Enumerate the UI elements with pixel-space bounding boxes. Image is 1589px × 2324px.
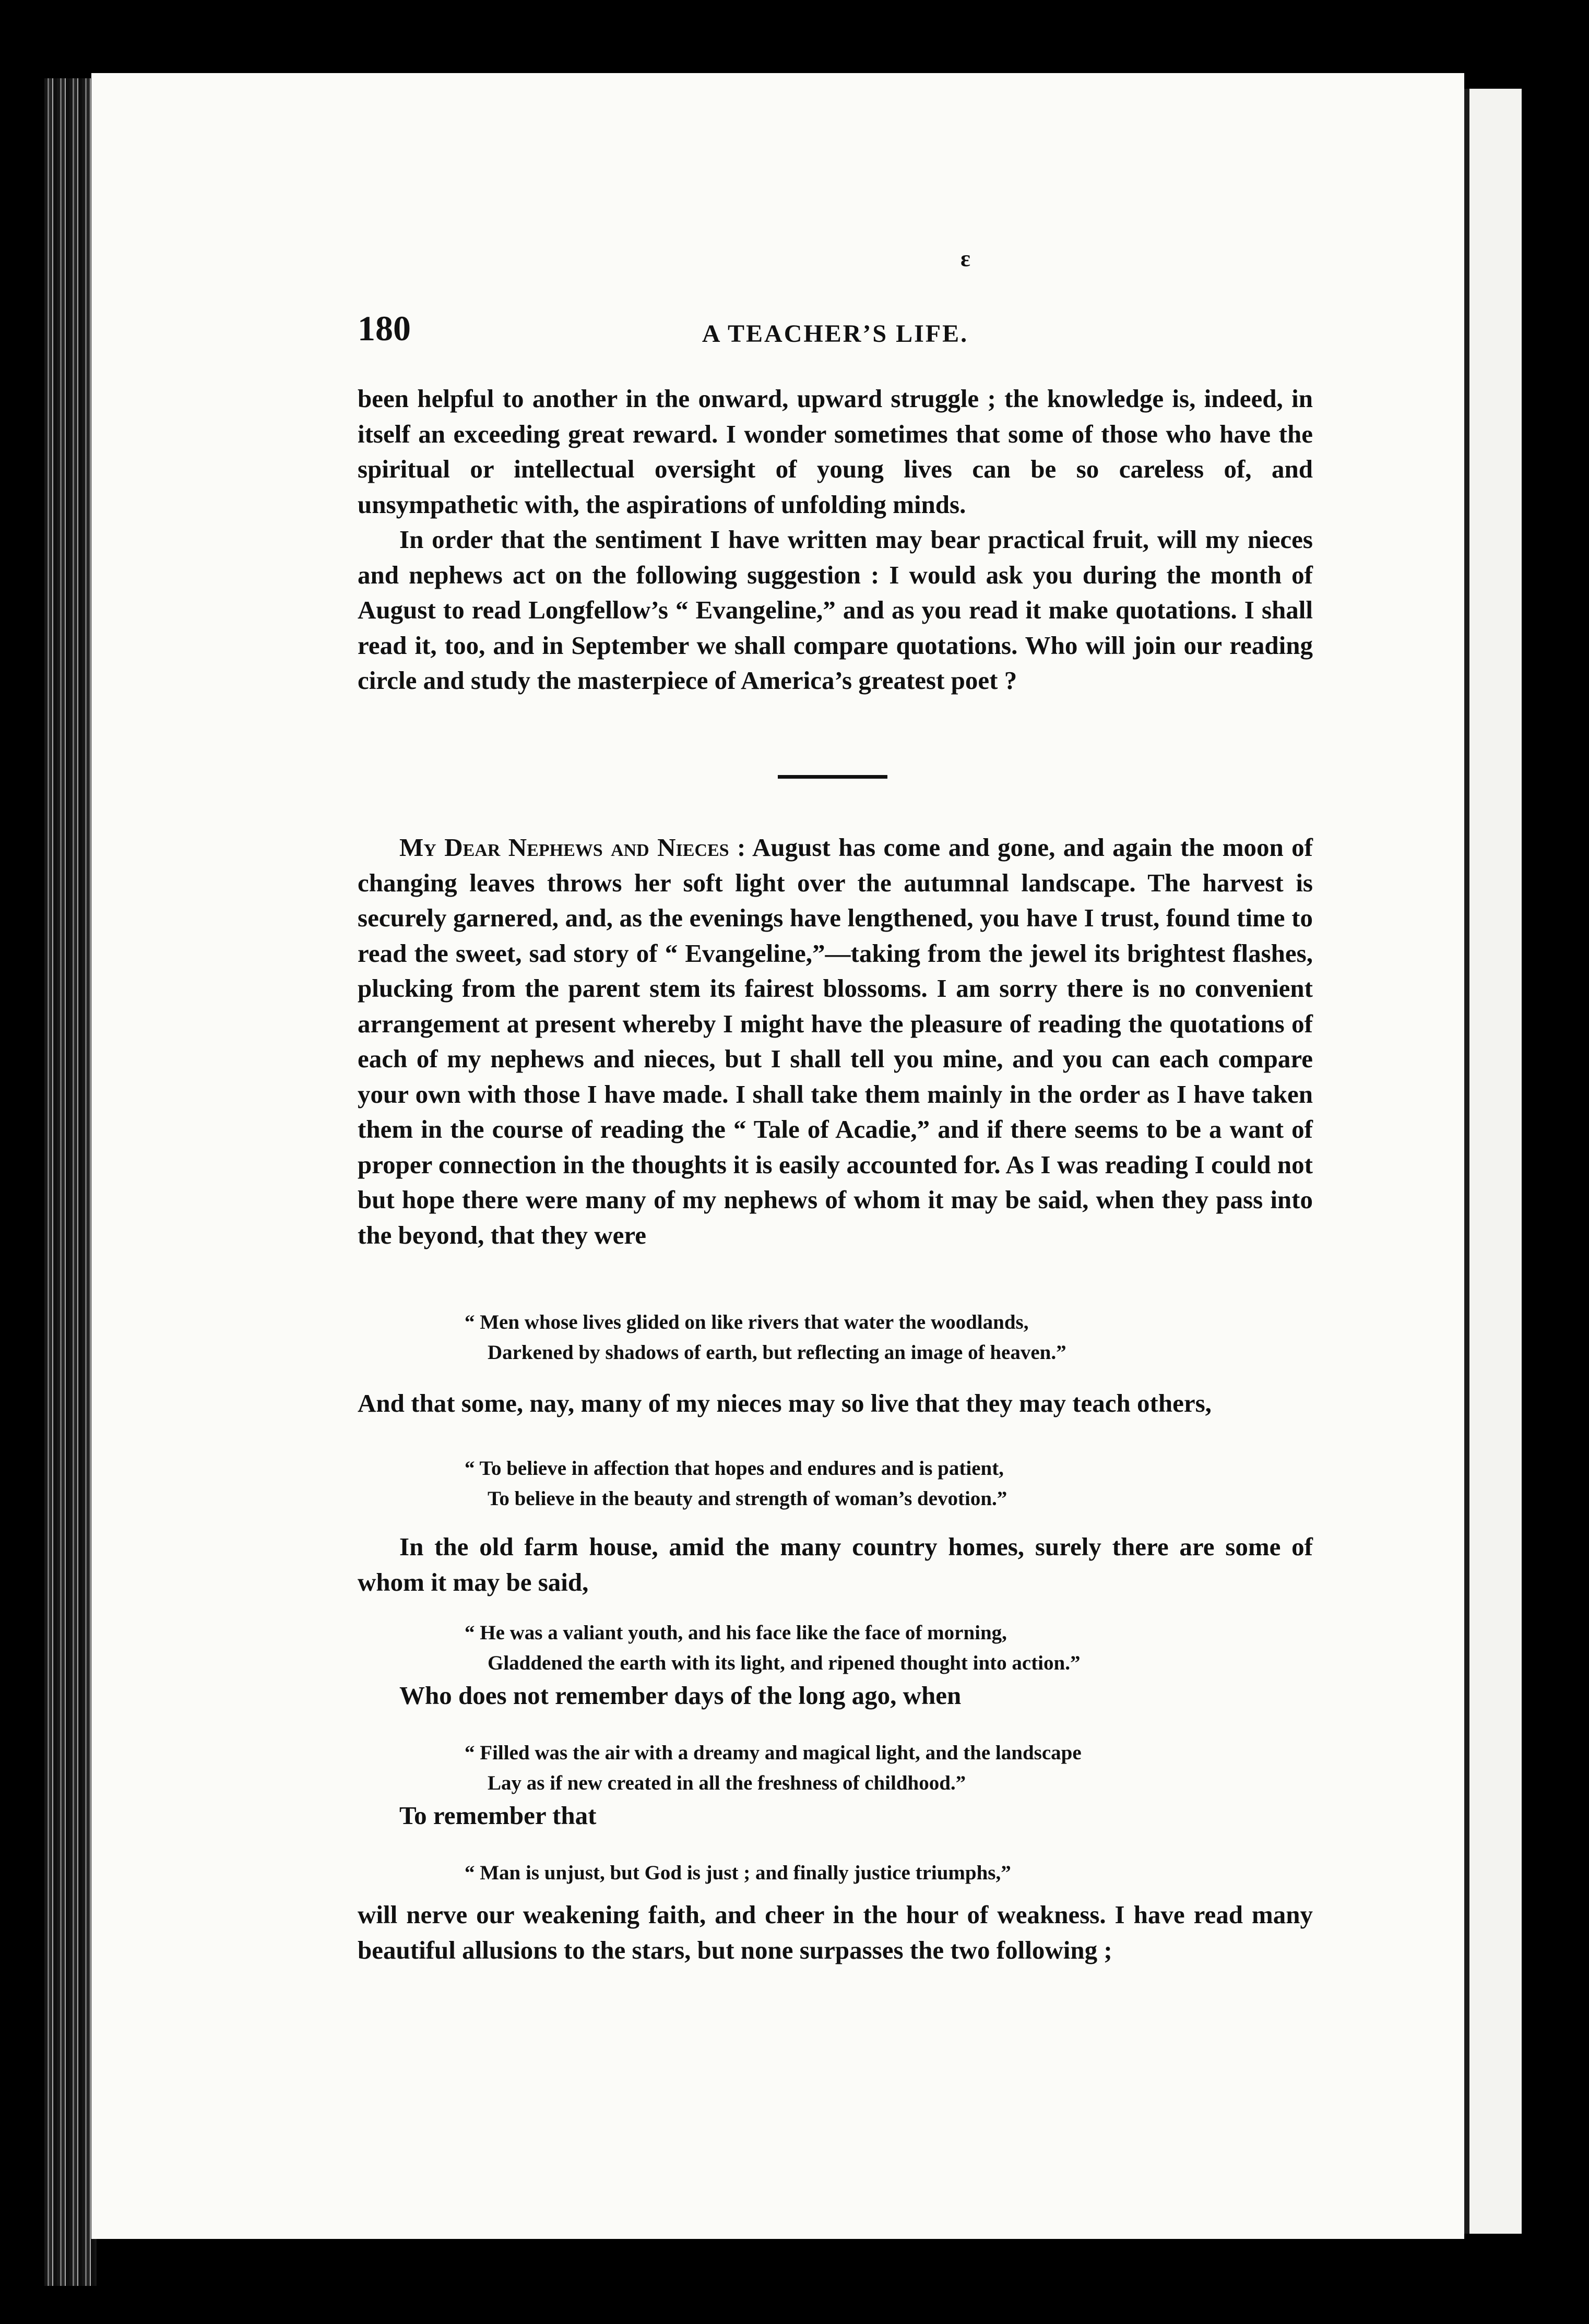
- body-text: [358, 1678, 1313, 1713]
- body-text: [358, 1386, 1313, 1421]
- paragraph-closing: will nerve our weakening faith, and cheer in the hour of weakness. I have read many beautiful allusions to the stars, but none surpasses the two following ;: [358, 1900, 1313, 1964]
- paragraph: And that some, nay, many of my nieces may so live that they may teach others,: [358, 1389, 1212, 1417]
- book-binding-edge: [44, 78, 97, 2286]
- letter-salutation: My Dear Nephews and Nieces :: [399, 833, 746, 862]
- quotation-line: Gladdened the earth with its light, and ripened thought into action.”: [488, 1652, 1081, 1674]
- quotation-line: “ He was a valiant youth, and his face like the face of morning,: [465, 1622, 1007, 1644]
- page-number: 180: [358, 308, 411, 348]
- quotation-block: [465, 1738, 1248, 1798]
- quotation-line: To believe in the beauty and strength of woman’s devotion.”: [488, 1487, 1007, 1510]
- page-header: [358, 308, 1313, 350]
- quotation-block: [465, 1453, 1248, 1514]
- quotation-block: [465, 1858, 1248, 1888]
- letter-body: August has come and gone, and again the moon of changing leaves throws her soft light over the autumnal landscape. The harvest is securely garnered, and, as the evenings have lengthened, you have I trust, found time to read the sweet, sad story of “ Evangeline,”—taking from the jewel its brightest flashes, plucking from the parent stem its fairest blossoms. I am sorry there is no convenient arrangement at present whereby I might have the pleasure of reading the quotations of each of my nephews and nieces, but I shall tell you mine, and you can each compare your own with those I have made. I shall take them mainly in the order as I have taken them in the course of reading the “ Tale of Acadie,” and if there seems to be a want of proper connection in the thoughts it is easily accounted for. As I was reading I could not but hope there were many of my nephews of whom it may be said, when they pass into the beyond, that they were: [358, 833, 1313, 1249]
- body-text: [358, 1798, 1313, 1833]
- body-text-top: [358, 381, 1313, 698]
- paragraph-suggestion: In order that the sentiment I have written may bear practical fruit, will my nieces and nephews act on the following suggestion : I would ask you during the month of August to read Longfellow’s “ Evangeline,” and as you read it make quotations. I shall read it, too, and in September we shall compare quotations. Who will join our reading circle and study the masterpiece of America’s greatest poet ?: [358, 525, 1313, 695]
- paragraph: In the old farm house, amid the many country homes, surely there are some of whom it may be said,: [358, 1532, 1313, 1596]
- running-head: A TEACHER’S LIFE.: [702, 320, 969, 348]
- body-text: [358, 1529, 1313, 1600]
- quotation-block: [465, 1618, 1248, 1678]
- top-mark: ɛ: [960, 246, 970, 271]
- paragraph-continued: been helpful to another in the onward, upward struggle ; the knowledge is, indeed, in itself an exceeding great reward. I wonder sometimes that some of those who have the spiritual or intellectual oversight of young lives can be so careless of, and unsympathetic with, the aspirations of unfolding minds.: [358, 384, 1313, 519]
- letter-text: [358, 830, 1313, 1253]
- body-text-bottom: [358, 1897, 1313, 1968]
- quotation-line: “ Filled was the air with a dreamy and magical light, and the landscape: [465, 1742, 1082, 1764]
- quotation-line: “ To believe in affection that hopes and endures and is patient,: [465, 1457, 1004, 1480]
- quotation-block: [465, 1307, 1248, 1368]
- paragraph: To remember that: [399, 1801, 597, 1830]
- quotation-line: Lay as if new created in all the freshness of childhood.”: [488, 1772, 966, 1794]
- quotation-line: Darkened by shadows of earth, but reflecting an image of heaven.”: [488, 1341, 1066, 1364]
- facing-page-edge: [1464, 89, 1522, 2234]
- section-divider: [778, 775, 887, 779]
- paragraph: Who does not remember days of the long ago, when: [399, 1681, 962, 1710]
- quotation-line: “ Men whose lives glided on like rivers that water the woodlands,: [465, 1311, 1029, 1333]
- quotation-line: “ Man is unjust, but God is just ; and finally justice triumphs,”: [465, 1862, 1011, 1884]
- letter-paragraph: [358, 830, 1313, 1253]
